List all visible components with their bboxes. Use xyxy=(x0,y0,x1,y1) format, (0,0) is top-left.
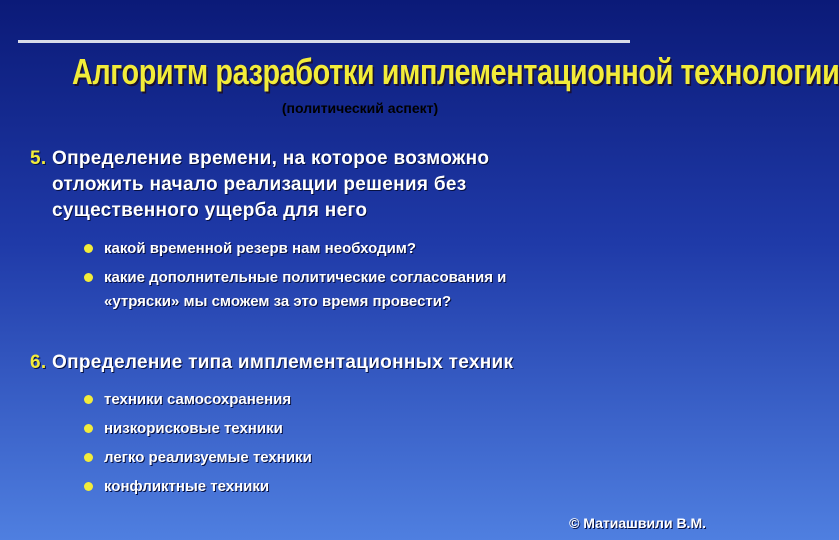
bullet-text-continued: «утряски» мы сможем за это время провести? xyxy=(104,293,452,310)
item-5-number: 5. xyxy=(30,148,47,169)
title-rule xyxy=(18,40,630,43)
bullet-text: легко реализуемые техники xyxy=(104,449,312,466)
bullet-text: техники самосохранения xyxy=(104,391,292,408)
item-6-number: 6. xyxy=(30,352,47,373)
bullet-text: низкорисковые техники xyxy=(104,420,283,437)
bullet-text: конфликтные техники xyxy=(104,478,270,495)
bullet-icon xyxy=(84,273,93,282)
bullet-icon xyxy=(84,244,93,253)
list-item xyxy=(82,443,312,472)
slide-title: Алгоритм разработки имплементационной технологии xyxy=(72,51,839,92)
copyright-notice: © Матиашвили В.М. xyxy=(569,515,706,531)
bullet-text: какие дополнительные политические согласования и xyxy=(104,269,507,286)
item-5-line-2: отложить начало реализации решения без xyxy=(52,174,467,195)
bullet-icon xyxy=(84,482,93,491)
bullet-icon xyxy=(84,424,93,433)
list-item xyxy=(82,385,312,414)
list-item xyxy=(82,414,312,443)
item-6-heading xyxy=(30,350,513,376)
item-5-heading xyxy=(30,146,489,224)
item-5-line-3: существенного ущерба для него xyxy=(52,200,368,221)
bullet-text: какой временной резерв нам необходим? xyxy=(104,240,417,257)
item-5-line-1: Определение времени, на которое возможно xyxy=(52,148,490,169)
list-item xyxy=(82,472,312,501)
bullet-icon xyxy=(84,453,93,462)
slide-subtitle: (политический аспект) xyxy=(281,100,439,116)
item-5-bullet-list xyxy=(82,234,506,315)
bullet-icon xyxy=(84,395,93,404)
item-6-bullet-list xyxy=(82,385,312,501)
item-6-line-1: Определение типа имплементационных техник xyxy=(52,352,514,373)
list-item xyxy=(82,263,506,315)
list-item xyxy=(82,234,506,263)
